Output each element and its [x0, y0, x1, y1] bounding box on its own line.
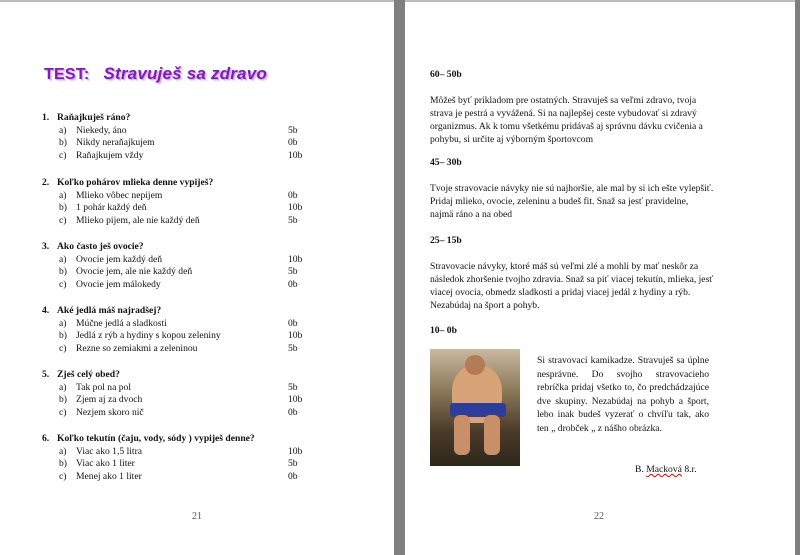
option-points: 10b [288, 394, 303, 405]
option-text: 1 pohár každý deň [76, 202, 147, 213]
answer-option [42, 254, 342, 267]
option-points: 0b [288, 189, 298, 201]
page-top-edge [0, 0, 394, 2]
question-block [42, 433, 342, 483]
question-text: Aké jedlá máš najradšej? [57, 305, 162, 316]
option-letter: c) [59, 149, 67, 161]
option-points: 0b [288, 278, 298, 290]
question-text: Zješ celý obed? [57, 369, 120, 380]
option-text: Tak pol na pol [76, 381, 132, 393]
question-block [42, 369, 342, 419]
answer-option [42, 330, 342, 343]
option-points: 0b [288, 470, 298, 482]
option-text: Raňajkujem vždy [76, 149, 144, 161]
title-test-label: TEST: [44, 66, 90, 83]
answer-option [42, 202, 342, 215]
result-section-25-15 [430, 234, 714, 312]
option-points: 10b [288, 202, 303, 213]
option-letter: c) [59, 470, 67, 482]
question-heading [42, 433, 342, 446]
question-number: 6. [42, 433, 50, 444]
option-text: Nikdy neraňajkujem [76, 137, 155, 148]
option-text: Mlieko vôbec nepijem [76, 189, 163, 201]
author-initial: B. [635, 464, 644, 475]
option-letter: b) [59, 458, 67, 469]
option-text: Ovocie jem, ale nie každý deň [76, 266, 193, 277]
answer-option [42, 446, 342, 459]
option-points: 10b [288, 253, 303, 265]
option-points: 5b [288, 381, 298, 393]
option-letter: c) [59, 278, 67, 290]
question-heading [42, 177, 342, 190]
question-block [42, 112, 342, 162]
option-text: Nezjem skoro nič [76, 406, 144, 418]
result-text: Môžeš byť príkladom pre ostatných. Stravuješ sa veľmi zdravo, tvoja strava je pestrá a vyvážená. Si na najlepšej ceste vybudovať si zdravý organizmus. Ak k tomu všetkému pridávaš aj správnu dávku cvičenia a pohybu, si určite aj výborným športovcom [430, 95, 703, 145]
result-text: Stravovacie návyky, ktoré máš sú veľmi zlé a mohli by mať neskôr za následok zhoršenie tvojho zdravia. Snaž sa piť viacej tekutín, mlieka, jesť viacej ovocia, obmedz sladkosti a pridaj viacej jedál z hydiny a rýb. Nezabúdaj na šport a pohyb. [430, 261, 714, 311]
question-heading [42, 241, 342, 254]
option-points: 5b [288, 214, 298, 226]
result-section-45-30 [430, 156, 714, 221]
option-letter: a) [59, 253, 67, 265]
option-text: Mlieko pijem, ale nie každý deň [76, 214, 200, 226]
option-points: 10b [288, 330, 303, 341]
question-number: 4. [42, 305, 50, 316]
question-text: Koľko pohárov mlieka denne vypiješ? [57, 177, 214, 188]
result-section-60-50 [430, 68, 714, 146]
result-range: 25– 15b [430, 235, 462, 246]
result-range: 10– 0b [430, 325, 457, 336]
option-letter: a) [59, 445, 67, 457]
option-letter: c) [59, 406, 67, 418]
option-letter: b) [59, 394, 67, 405]
result-text: Tvoje stravovacie návyky nie sú najhoršie, ale mal by si ich ešte vylepšiť. Pridaj mlieko, ovocie, zeleninu a budeš fit. Snaž sa jesť pravidelne, najmä ráno a na obed [430, 183, 714, 220]
question-heading [42, 305, 342, 318]
option-points: 0b [288, 317, 298, 329]
result-range: 45– 30b [430, 157, 462, 168]
answer-option [42, 471, 342, 484]
answer-option [42, 215, 342, 228]
option-text: Viac ako 1 liter [76, 458, 135, 469]
option-letter: b) [59, 266, 67, 277]
option-text: Ovocie jem každý deň [76, 253, 163, 265]
option-letter: c) [59, 214, 67, 226]
question-number: 2. [42, 177, 50, 188]
page-number-left: 21 [192, 511, 202, 522]
question-number: 1. [42, 112, 50, 123]
answer-option [42, 150, 342, 163]
option-text: Zjem aj za dvoch [76, 394, 143, 405]
option-points: 0b [288, 137, 298, 148]
question-block [42, 177, 342, 227]
sumo-wrestler-photo [430, 349, 520, 466]
option-text: Múčne jedlá a sladkosti [76, 317, 167, 329]
right-page [405, 0, 795, 555]
page-top-edge [405, 0, 795, 2]
answer-option [42, 343, 342, 356]
answer-option [42, 125, 342, 138]
question-text: Ako často ješ ovocie? [57, 241, 144, 252]
result-section-10-0 [430, 324, 714, 337]
question-block [42, 241, 342, 291]
answer-option [42, 137, 342, 150]
result-text-10-0: Si stravovací kamikadze. Stravuješ sa úplne nesprávne. Do svojho stravovacieho rebríčka pridaj všetko to, čo predchádzajúce dve skupiny. Nezabúdaj na pohyb a šport, lebo inak budeš vyzerať o chvíľu tak, ako ten „ drobček „ z nášho obrázka. [537, 355, 709, 434]
option-points: 5b [288, 458, 298, 469]
question-heading [42, 369, 342, 382]
option-letter: b) [59, 137, 67, 148]
title-heading: Stravuješ sa zdravo [103, 64, 267, 83]
option-text: Ovocie jem málokedy [76, 278, 161, 290]
question-number: 3. [42, 241, 50, 252]
page-number-right: 22 [594, 511, 604, 522]
answer-option [42, 458, 342, 471]
option-points: 10b [288, 445, 303, 457]
option-text: Niekedy, áno [76, 124, 127, 136]
option-points: 10b [288, 149, 303, 161]
result-range: 60– 50b [430, 69, 462, 80]
author-class: 8.r. [684, 464, 697, 475]
option-points: 0b [288, 406, 298, 418]
author-surname: Macková [646, 464, 682, 475]
question-text: Raňajkuješ ráno? [57, 112, 131, 123]
option-text: Rezne so zemiakmi a zeleninou [76, 342, 198, 354]
option-points: 5b [288, 124, 298, 136]
option-letter: a) [59, 124, 67, 136]
author-signature [635, 464, 697, 475]
answer-option [42, 279, 342, 292]
test-title [44, 64, 267, 84]
answer-option [42, 190, 342, 203]
answer-option [42, 266, 342, 279]
option-letter: c) [59, 342, 67, 354]
option-letter: a) [59, 381, 67, 393]
question-number: 5. [42, 369, 50, 380]
option-points: 5b [288, 342, 298, 354]
answer-option [42, 394, 342, 407]
question-block [42, 305, 342, 355]
option-text: Menej ako 1 liter [76, 470, 142, 482]
option-text: Jedlá z rýb a hydiny s kopou zeleniny [76, 330, 221, 341]
answer-option [42, 382, 342, 395]
option-letter: b) [59, 330, 67, 341]
option-letter: b) [59, 202, 67, 213]
question-heading [42, 112, 342, 125]
option-letter: a) [59, 317, 67, 329]
left-page [0, 0, 394, 555]
option-letter: a) [59, 189, 67, 201]
option-points: 5b [288, 266, 298, 277]
answer-option [42, 318, 342, 331]
question-text: Koľko tekutín (čaju, vody, sódy ) vypiješ denne? [57, 433, 255, 444]
answer-option [42, 407, 342, 420]
option-text: Viac ako 1,5 litra [76, 445, 143, 457]
